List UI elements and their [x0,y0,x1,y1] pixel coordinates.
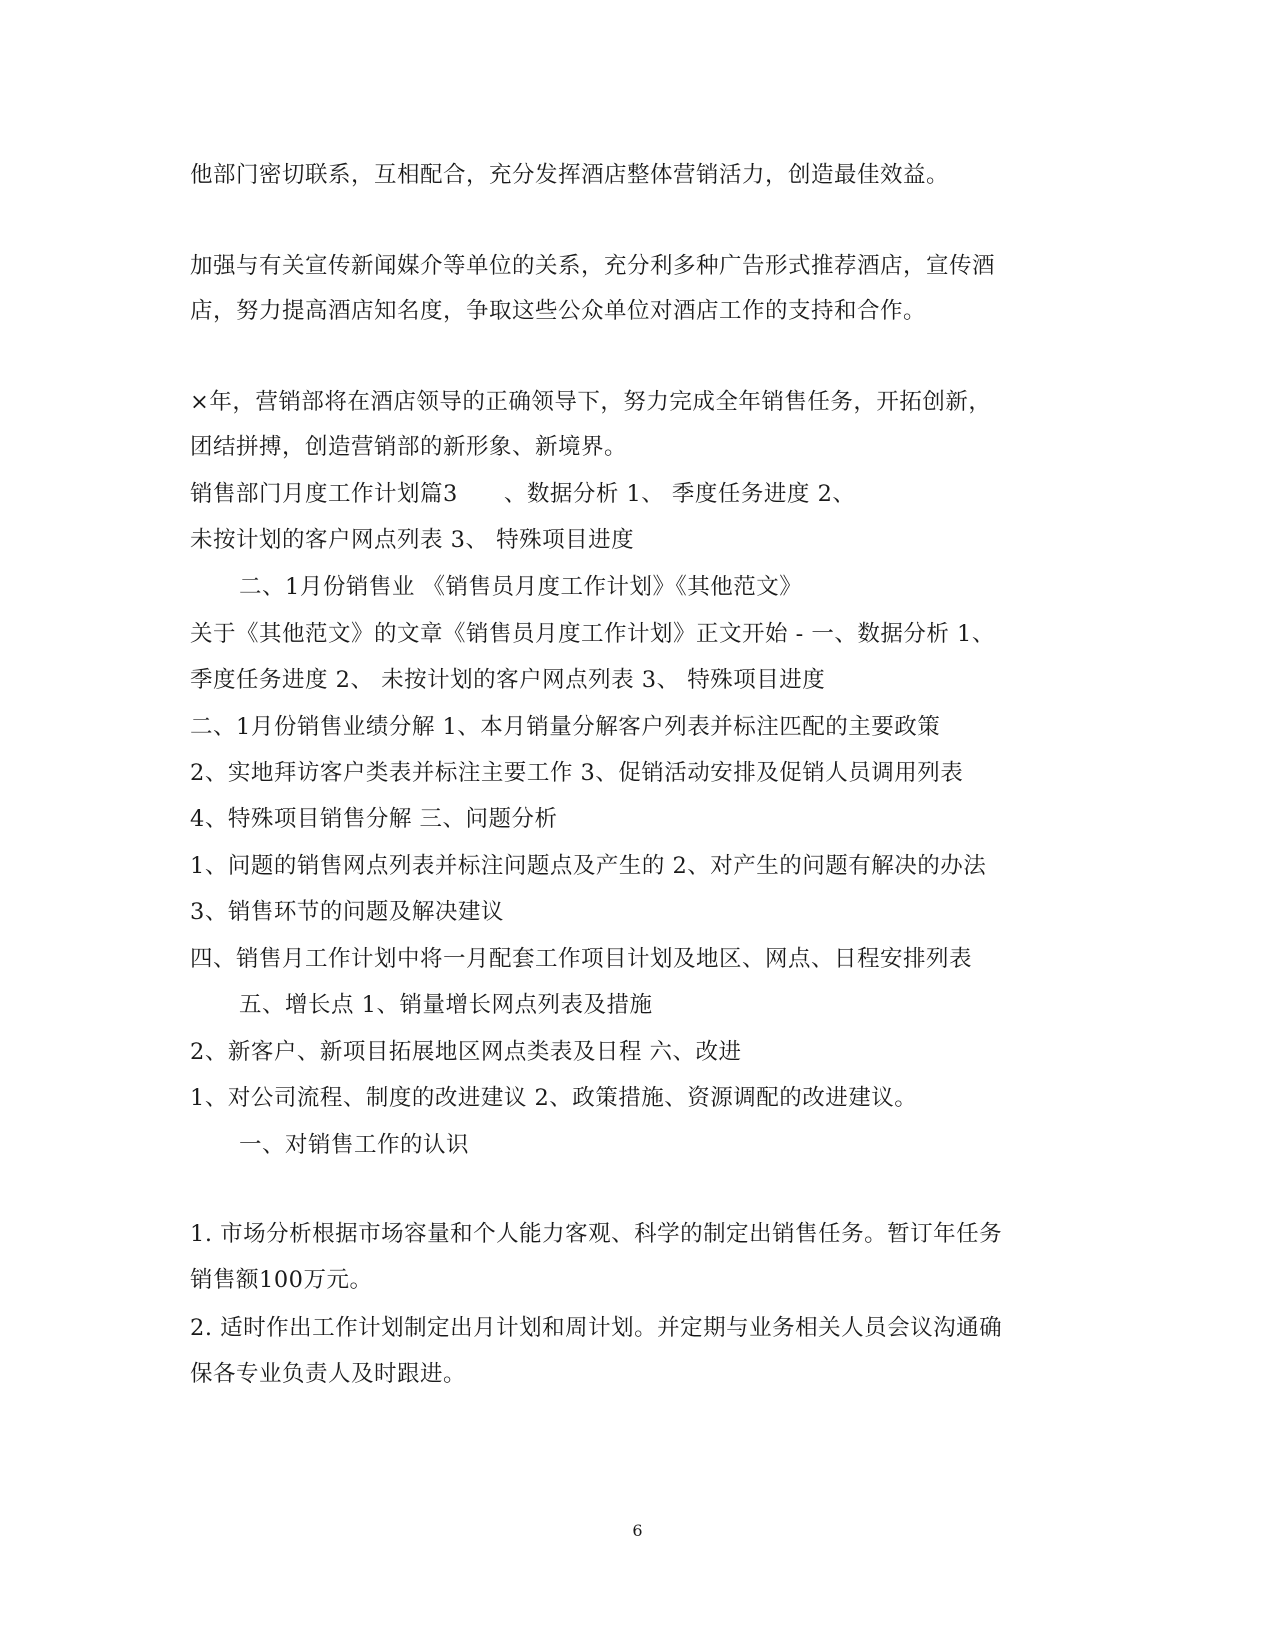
text-line: ×年，营销部将在酒店领导的正确领导下，努力完成全年销售任务，开拓创新， [190,389,992,415]
text-line: 销售额100万元。 [190,1267,373,1293]
text-line: 店，努力提高酒店知名度，争取这些公众单位对酒店工作的支持和合作。 [190,298,927,324]
text-line: 2、新客户、新项目拓展地区网点类表及日程 六、改进 [190,1039,742,1065]
text-line: 加强与有关宣传新闻媒介等单位的关系，充分利多种广告形式推荐酒店，宣传酒 [190,253,996,279]
text-line: 3、销售环节的问题及解决建议 [190,899,504,925]
text-line: 季度任务进度 2、 未按计划的客户网点列表 3、 特殊项目进度 [190,667,826,693]
text-line: 他部门密切联系，互相配合，充分发挥酒店整体营销活力，创造最佳效益。 [190,162,950,188]
text-line: 四、销售月工作计划中将一月配套工作项目计划及地区、网点、日程安排列表 [190,946,973,972]
text-line: 五、增长点 1、销量增长网点列表及措施 [239,992,653,1018]
text-line: 二、1月份销售业绩分解 1、本月销量分解客户列表并标注匹配的主要政策 [190,714,941,740]
text-line: 销售部门月度工作计划篇3 、数据分析 1、 季度任务进度 2、 [190,481,856,507]
page-number: 6 [632,1521,643,1540]
text-line: 保各专业负责人及时跟进。 [190,1361,467,1387]
text-line: 二、1月份销售业 《销售员月度工作计划》《其他范文》 [239,574,803,600]
text-line: 团结拼搏，创造营销部的新形象、新境界。 [190,434,628,460]
text-line: 关于《其他范文》的文章《销售员月度工作计划》正文开始 - 一、数据分析 1、 [190,621,995,647]
text-line: 4、特殊项目销售分解 三、问题分析 [190,806,558,832]
text-line: 1. 市场分析根据市场容量和个人能力客观、科学的制定出销售任务。暂订年任务 [190,1221,1003,1247]
text-line: 2. 适时作出工作计划制定出月计划和周计划。并定期与业务相关人员会议沟通确 [190,1315,1003,1341]
text-line: 未按计划的客户网点列表 3、 特殊项目进度 [190,527,635,553]
text-line: 1、对公司流程、制度的改进建议 2、政策措施、资源调配的改进建议。 [190,1085,918,1111]
text-line: 2、实地拜访客户类表并标注主要工作 3、促销活动安排及促销人员调用列表 [190,760,964,786]
text-line: 一、对销售工作的认识 [239,1132,470,1158]
text-line: 1、问题的销售网点列表并标注问题点及产生的 2、对产生的问题有解决的办法 [190,853,987,879]
